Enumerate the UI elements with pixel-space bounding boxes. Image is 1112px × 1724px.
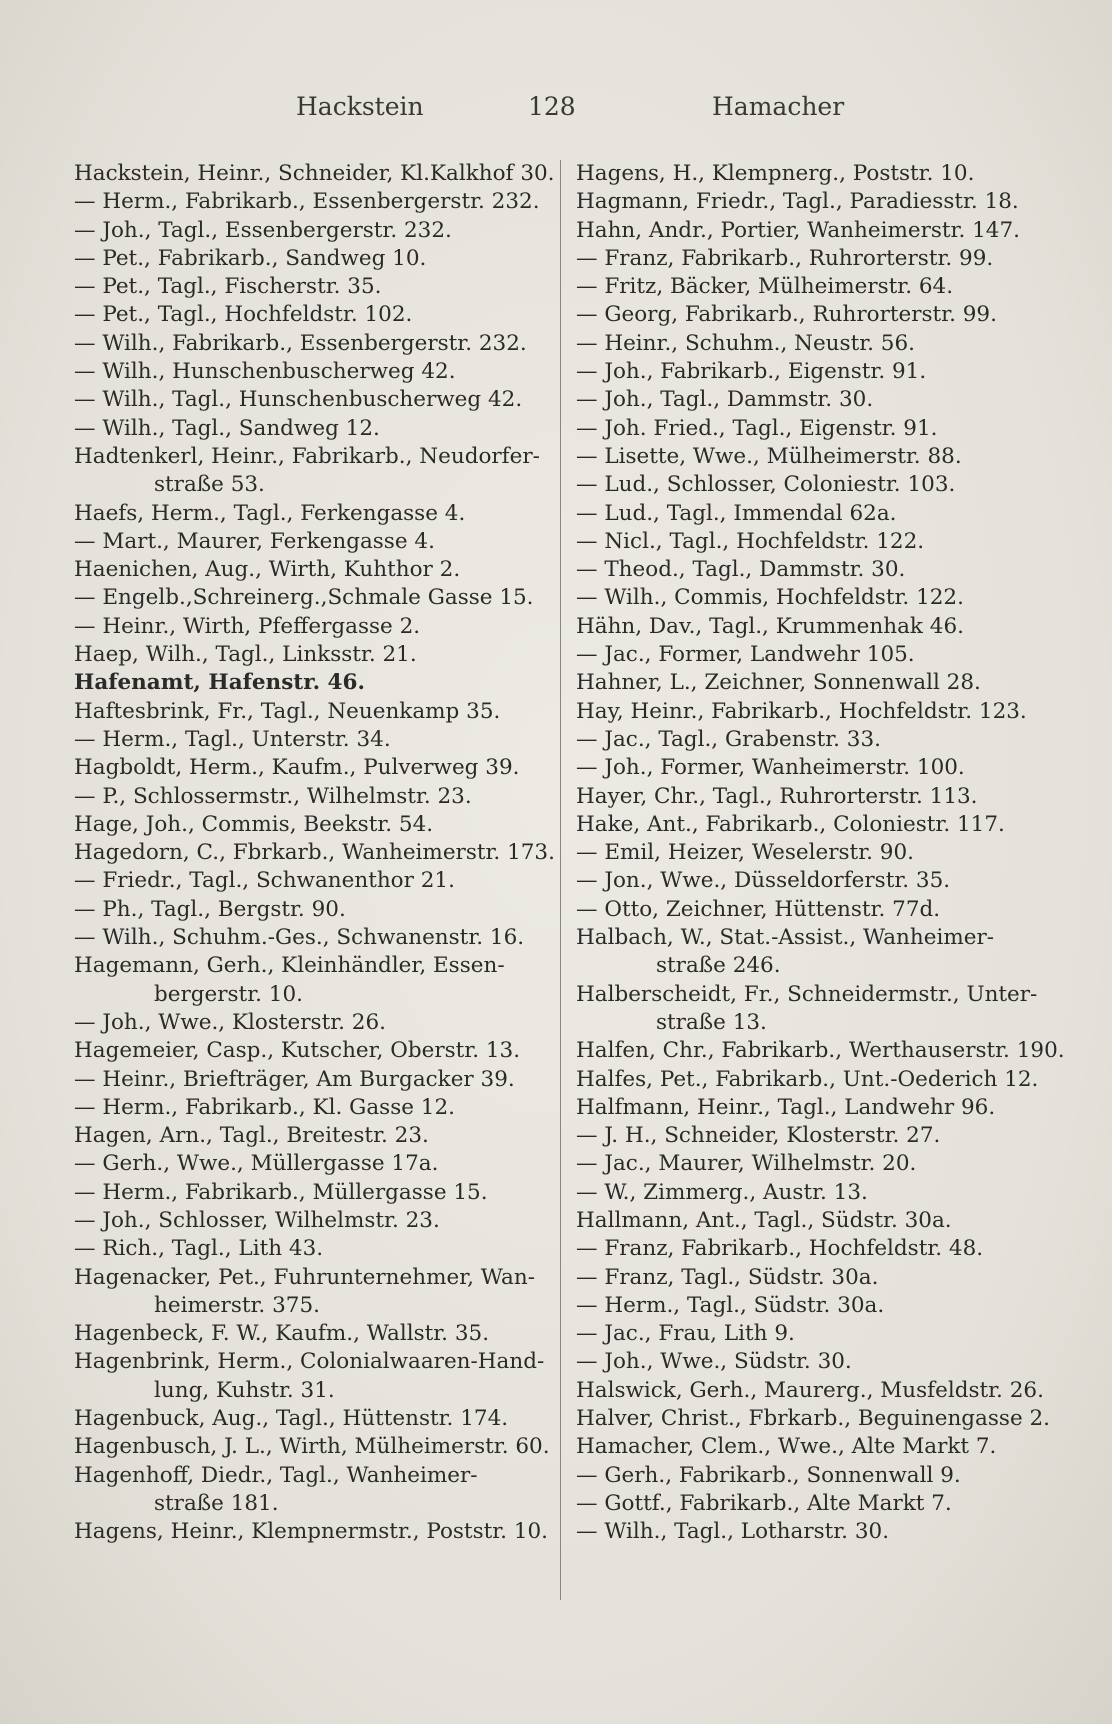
directory-entry: Hafenamt, Hafenstr. 46. — [74, 670, 365, 696]
directory-entry: Hamacher, Clem., Wwe., Alte Markt 7. — [576, 1434, 997, 1460]
directory-entry: — Jac., Tagl., Grabenstr. 33. — [576, 726, 881, 752]
directory-entry: Hahner, L., Zeichner, Sonnenwall 28. — [576, 670, 981, 696]
directory-entry: — Joh., Tagl., Dammstr. 30. — [576, 387, 874, 413]
directory-entry: — Herm., Fabrikarb., Müllergasse 15. — [74, 1179, 488, 1205]
directory-entry: — Wilh., Fabrikarb., Essenbergerstr. 232. — [74, 330, 527, 356]
directory-entry: — Franz, Tagl., Südstr. 30a. — [576, 1264, 879, 1290]
directory-entry: Hayer, Chr., Tagl., Ruhrorterstr. 113. — [576, 783, 978, 809]
directory-entry: Hagboldt, Herm., Kaufm., Pulverweg 39. — [74, 755, 520, 781]
directory-entry: — Georg, Fabrikarb., Ruhrorterstr. 99. — [576, 302, 997, 328]
directory-entry: heimerstr. 375. — [154, 1292, 320, 1318]
directory-entry: Hagenbrink, Herm., Colonialwaaren-Hand- — [74, 1349, 545, 1375]
directory-entry: — Herm., Fabrikarb., Essenbergerstr. 232. — [74, 189, 540, 215]
directory-entry: Halberscheidt, Fr., Schneidermstr., Unter- — [576, 981, 1038, 1007]
directory-entry: — Friedr., Tagl., Schwanenthor 21. — [74, 868, 455, 894]
directory-entry: — Gerh., Fabrikarb., Sonnenwall 9. — [576, 1462, 961, 1488]
directory-entry: straße 181. — [154, 1490, 279, 1516]
page-number: 128 — [528, 92, 576, 121]
directory-entry: Hagens, Heinr., Klempnermstr., Poststr. 10. — [74, 1519, 549, 1545]
directory-entry: Halfes, Pet., Fabrikarb., Unt.-Oederich 12. — [576, 1066, 1039, 1092]
directory-entry: Halbach, W., Stat.-Assist., Wanheimer- — [576, 925, 994, 951]
directory-entry: Hallmann, Ant., Tagl., Südstr. 30a. — [576, 1207, 952, 1233]
directory-entry: — Wilh., Schuhm.-Ges., Schwanenstr. 16. — [74, 925, 525, 951]
directory-entry: Hagenacker, Pet., Fuhrunternehmer, Wan- — [74, 1264, 535, 1290]
directory-entry: — Heinr., Schuhm., Neustr. 56. — [576, 330, 915, 356]
directory-entry: Hagenbeck, F. W., Kaufm., Wallstr. 35. — [74, 1321, 490, 1347]
directory-entry: — Rich., Tagl., Lith 43. — [74, 1236, 324, 1262]
directory-entry: — Wilh., Tagl., Hunschenbuscherweg 42. — [74, 387, 523, 413]
directory-entry: Hagmann, Friedr., Tagl., Paradiesstr. 18. — [576, 189, 1019, 215]
directory-entry: — Franz, Fabrikarb., Ruhrorterstr. 99. — [576, 245, 994, 271]
directory-entry: — P., Schlossermstr., Wilhelmstr. 23. — [74, 783, 472, 809]
directory-entry: straße 53. — [154, 472, 265, 498]
column-divider — [560, 160, 561, 1600]
directory-entry: — Lud., Schlosser, Coloniestr. 103. — [576, 472, 956, 498]
directory-entry: — Herm., Tagl., Unterstr. 34. — [74, 726, 391, 752]
directory-entry: Hagens, H., Klempnerg., Poststr. 10. — [576, 161, 975, 186]
directory-entry: — Wilh., Tagl., Sandweg 12. — [74, 415, 380, 441]
directory-entry: — Wilh., Tagl., Lotharstr. 30. — [576, 1519, 890, 1545]
directory-entry: — Theod., Tagl., Dammstr. 30. — [576, 557, 906, 583]
directory-entry: Hagenhoff, Diedr., Tagl., Wanheimer- — [74, 1462, 478, 1488]
directory-entry: Halswick, Gerh., Maurerg., Musfeldstr. 26. — [576, 1377, 1044, 1403]
directory-entry: — Engelb.,Schreinerg.,Schmale Gasse 15. — [74, 585, 534, 611]
directory-entry: — Ph., Tagl., Bergstr. 90. — [74, 896, 346, 922]
directory-entry: Hagemeier, Casp., Kutscher, Oberstr. 13. — [74, 1038, 521, 1064]
directory-entry: — Pet., Tagl., Fischerstr. 35. — [74, 274, 382, 300]
directory-entry: — Mart., Maurer, Ferkengasse 4. — [74, 528, 435, 554]
directory-entry: — Pet., Fabrikarb., Sandweg 10. — [74, 245, 427, 271]
page-header — [0, 92, 1112, 132]
directory-entry: — Fritz, Bäcker, Mülheimerstr. 64. — [576, 274, 954, 300]
directory-entry: Haftesbrink, Fr., Tagl., Neuenkamp 35. — [74, 698, 501, 724]
directory-entry: Hage, Joh., Commis, Beekstr. 54. — [74, 811, 434, 837]
directory-entry: Hagenbuck, Aug., Tagl., Hüttenstr. 174. — [74, 1406, 509, 1432]
directory-entry: — Herm., Fabrikarb., Kl. Gasse 12. — [74, 1094, 455, 1120]
directory-entry: — Lisette, Wwe., Mülheimerstr. 88. — [576, 443, 962, 469]
directory-entry: — Joh., Wwe., Südstr. 30. — [576, 1349, 852, 1375]
directory-entry: Haenichen, Aug., Wirth, Kuhthor 2. — [74, 557, 461, 583]
directory-entry: — Otto, Zeichner, Hüttenstr. 77d. — [576, 896, 941, 922]
left-column — [74, 160, 555, 1547]
directory-entry: — Herm., Tagl., Südstr. 30a. — [576, 1292, 885, 1318]
directory-entry: Haefs, Herm., Tagl., Ferkengasse 4. — [74, 500, 466, 526]
directory-entry: — Joh., Former, Wanheimerstr. 100. — [576, 755, 965, 781]
directory-entry: — Joh., Wwe., Klosterstr. 26. — [74, 1009, 386, 1035]
directory-entry: straße 13. — [656, 1009, 767, 1035]
directory-entry: Hähn, Dav., Tagl., Krummenhak 46. — [576, 613, 964, 639]
directory-entry: — Wilh., Commis, Hochfeldstr. 122. — [576, 585, 964, 611]
directory-entry: Hagenbusch, J. L., Wirth, Mülheimerstr. 60. — [74, 1434, 550, 1460]
directory-entry: Halfen, Chr., Fabrikarb., Werthauserstr. 190. — [576, 1038, 1065, 1064]
directory-entry: Hagen, Arn., Tagl., Breitestr. 23. — [74, 1123, 429, 1149]
directory-entry: — Emil, Heizer, Weselerstr. 90. — [576, 840, 914, 866]
directory-entry: Hahn, Andr., Portier, Wanheimerstr. 147. — [576, 217, 1020, 243]
directory-entry: lung, Kuhstr. 31. — [154, 1377, 335, 1403]
directory-entry: — W., Zimmerg., Austr. 13. — [576, 1179, 868, 1205]
directory-entry: — Joh. Fried., Tagl., Eigenstr. 91. — [576, 415, 938, 441]
directory-entry: — Franz, Fabrikarb., Hochfeldstr. 48. — [576, 1236, 984, 1262]
directory-entry: — Gerh., Wwe., Müllergasse 17a. — [74, 1151, 439, 1177]
directory-entry: straße 246. — [656, 953, 781, 979]
directory-entry: — Jac., Former, Landwehr 105. — [576, 642, 915, 668]
header-left-keyword: Hackstein — [296, 92, 424, 121]
directory-entry: Hake, Ant., Fabrikarb., Coloniestr. 117. — [576, 811, 1005, 837]
directory-entry: — Jon., Wwe., Düsseldorferstr. 35. — [576, 868, 951, 894]
right-column — [576, 160, 1065, 1547]
directory-entry: — Heinr., Briefträger, Am Burgacker 39. — [74, 1066, 515, 1092]
directory-entry: Halver, Christ., Fbrkarb., Beguinengasse 2. — [576, 1406, 1051, 1432]
header-right-keyword: Hamacher — [712, 92, 845, 121]
directory-entry: Hackstein, Heinr., Schneider, Kl.Kalkhof 30. — [74, 161, 555, 186]
directory-entry: Halfmann, Heinr., Tagl., Landwehr 96. — [576, 1094, 996, 1120]
directory-entry: Hadtenkerl, Heinr., Fabrikarb., Neudorfer- — [74, 443, 540, 469]
directory-entry: — Wilh., Hunschenbuscherweg 42. — [74, 359, 456, 385]
directory-entry: Hay, Heinr., Fabrikarb., Hochfeldstr. 123. — [576, 698, 1027, 724]
directory-entry: — Nicl., Tagl., Hochfeldstr. 122. — [576, 528, 925, 554]
directory-entry: Hagemann, Gerh., Kleinhändler, Essen- — [74, 953, 505, 979]
directory-entry: — Joh., Tagl., Essenbergerstr. 232. — [74, 217, 452, 243]
directory-entry: — Gottf., Fabrikarb., Alte Markt 7. — [576, 1490, 952, 1516]
directory-entry: — Joh., Fabrikarb., Eigenstr. 91. — [576, 359, 927, 385]
directory-entry: — Heinr., Wirth, Pfeffergasse 2. — [74, 613, 421, 639]
directory-entry: Haep, Wilh., Tagl., Linksstr. 21. — [74, 642, 417, 668]
directory-entry: Hagedorn, C., Fbrkarb., Wanheimerstr. 173. — [74, 840, 555, 866]
directory-entry: — Pet., Tagl., Hochfeldstr. 102. — [74, 302, 413, 328]
directory-entry: — Lud., Tagl., Immendal 62a. — [576, 500, 897, 526]
directory-entry: — J. H., Schneider, Klosterstr. 27. — [576, 1123, 941, 1149]
directory-entry: bergerstr. 10. — [154, 981, 303, 1007]
directory-entry: — Jac., Maurer, Wilhelmstr. 20. — [576, 1151, 917, 1177]
directory-entry: — Joh., Schlosser, Wilhelmstr. 23. — [74, 1207, 440, 1233]
directory-entry: — Jac., Frau, Lith 9. — [576, 1321, 795, 1347]
